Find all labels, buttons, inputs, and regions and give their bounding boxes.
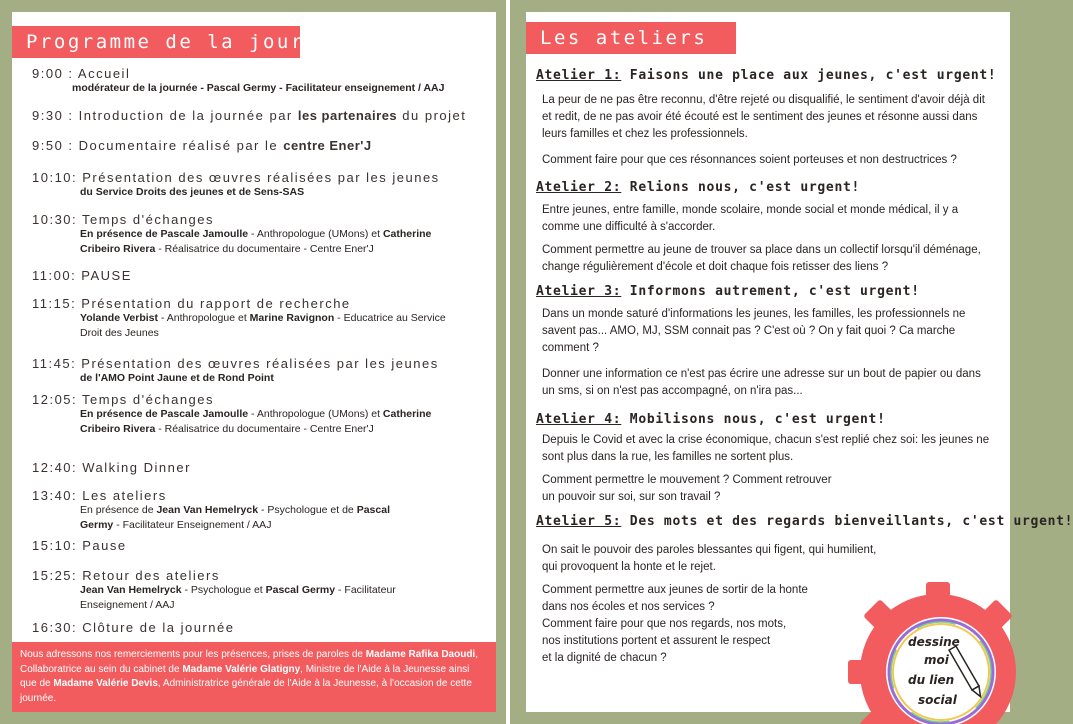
text-run: 13:40: Les ateliers <box>32 488 167 503</box>
text-run: Yolande Verbist <box>80 312 158 324</box>
programme-panel <box>12 12 496 712</box>
ateliers-banner: Les ateliers <box>526 22 736 54</box>
text-run: 16:30: Clôture de la journée <box>32 620 235 635</box>
text-run: du Service Droits des jeunes et de Sens-SAS <box>80 186 305 198</box>
text-run: 12:40: Walking Dinner <box>32 460 191 475</box>
programme-item <box>32 568 488 613</box>
programme-time-line <box>32 66 488 81</box>
atelier-heading: Mobilisons nous, c'est urgent! <box>621 412 886 427</box>
text-run: 11:00: PAUSE <box>32 268 132 283</box>
text-run: Jean Van Hemelryck <box>156 504 259 516</box>
programme-detail <box>32 227 488 242</box>
text-run: Cribeiro Rivera <box>80 243 156 255</box>
text-run: Marine Ravignon <box>249 312 335 324</box>
text-run: 15:10: Pause <box>32 538 127 553</box>
programme-item <box>32 66 488 96</box>
text-run: Germy <box>80 519 114 531</box>
atelier-paragraph: Comment permettre aux jeunes de sortir de la honte dans nos écoles et nos services ? Comment faire pour que nos regards, nos mots, nos institutions portent et assurent le respect et la dignité de chacun ? <box>542 584 808 664</box>
programme-time-line <box>32 568 488 583</box>
text-run: Madame Rafika Daoudi <box>365 649 476 660</box>
text-run: Enseignement / AAJ <box>80 599 175 611</box>
atelier-title <box>536 68 996 83</box>
gear-logo <box>838 580 1004 722</box>
atelier-paragraph: La peur de ne pas être reconnu, d'être rejeté ou disqualifié, le sentiment d'avoir déjà dit et redit, de ne pas avoir été écouté est le sentiment des jeunes et résonne aussi dans leurs familles et chez les professionnels. <box>542 94 985 140</box>
atelier-number: Atelier 1: <box>536 68 622 83</box>
text-run: 11:15: Présentation du rapport de recherche <box>32 296 351 311</box>
programme-time-line <box>32 620 488 635</box>
programme-item <box>32 212 488 257</box>
programme-item <box>32 488 488 533</box>
text-run: Droit des Jeunes <box>80 327 159 339</box>
programme-time-line <box>32 170 488 185</box>
programme-item <box>32 356 488 386</box>
programme-time-line <box>32 538 488 553</box>
atelier-title <box>536 514 1073 529</box>
programme-detail <box>32 81 488 96</box>
atelier-paragraph: Comment permettre le mouvement ? Comment retrouver un pouvoir sur soi, sur son travail ? <box>542 474 832 503</box>
atelier-number: Atelier 4: <box>536 412 622 427</box>
logo-word-3: du lien <box>908 673 955 687</box>
text-run: 15:25: Retour des ateliers <box>32 568 220 583</box>
text-run: , Collaboratrice au sein du cabinet de <box>20 649 478 675</box>
text-run: 9:30 : Introduction de la journée par <box>32 108 298 123</box>
programme-detail <box>32 326 488 341</box>
atelier-paragraph: Donner une information ce n'est pas écrire une adresse sur un bout de papier ou dans un sms, si on n'est pas accompagné, on n'ira pas... <box>542 368 981 397</box>
text-run: En présence de <box>80 504 157 516</box>
logo-word-2: moi <box>924 653 949 667</box>
fold-divider <box>506 0 510 724</box>
text-run: Nous adressons nos remerciements pour les présences, prises de paroles de <box>20 649 366 660</box>
text-run: - Facilitateur <box>335 584 396 596</box>
atelier-heading: Relions nous, c'est urgent! <box>621 180 861 195</box>
programme-time-line <box>32 108 488 123</box>
programme-detail <box>32 371 488 386</box>
text-run: 11:45: Présentation des œuvres réalisées par les jeunes <box>32 356 439 371</box>
text-run: - Psychologue et de <box>258 504 357 516</box>
text-run: Catherine <box>382 408 432 420</box>
text-run: - Réalisatrice du documentaire - Centre Ener'J <box>155 243 374 255</box>
text-run: 9:00 : Accueil <box>32 66 131 81</box>
text-run: - Facilitateur Enseignement / AAJ <box>113 519 272 531</box>
programme-detail <box>32 422 488 437</box>
programme-item <box>32 268 488 283</box>
text-run: En présence de Pascale Jamoulle <box>80 408 249 420</box>
atelier-number: Atelier 2: <box>536 180 622 195</box>
text-run: 12:05: Temps d'échanges <box>32 392 215 407</box>
rainbow-circle <box>886 617 996 724</box>
text-run: - Psychologue et <box>181 584 266 596</box>
text-run: Cribeiro Rivera <box>80 423 156 435</box>
text-run: Madame Valérie Devis <box>53 678 158 689</box>
atelier-heading: Faisons une place aux jeunes, c'est urgent! <box>621 68 997 83</box>
text-run: Pascale Jamoulle <box>160 228 249 240</box>
text-run: , Administratrice générale de l'Aide à la Jeunesse, à l'occasion de cette journée. <box>20 678 472 704</box>
text-run: Madame Valérie Glatigny <box>182 663 301 675</box>
text-run: - Anthropologue (UMons) et <box>248 228 383 240</box>
text-run: , Ministre de l'Aide à la Jeunesse ainsi que de <box>20 663 470 689</box>
text-run: centre Ener'J <box>283 138 372 153</box>
programme-detail <box>32 598 488 613</box>
text-run: 9:50 : Documentaire réalisé par le <box>32 138 284 153</box>
programme-item <box>32 296 488 341</box>
text-run: Jean Van Hemelryck <box>80 584 182 596</box>
programme-detail <box>32 407 488 422</box>
text-run: - Anthropologue (UMons) et <box>248 408 383 420</box>
programme-time-line <box>32 460 488 475</box>
programme-detail <box>32 242 488 257</box>
text-run: Pascal <box>356 504 390 516</box>
text-run: de l'AMO Point Jaune et de Rond Point <box>80 372 274 384</box>
programme-time-line <box>32 268 488 283</box>
programme-detail <box>32 503 488 518</box>
programme-item <box>32 460 488 475</box>
text-run: 10:10: Présentation des œuvres réalisées par les jeunes <box>32 170 440 185</box>
programme-time-line <box>32 392 488 407</box>
text-run: modérateur de la journée - Pascal Germy - Facilitateur enseignement / AAJ <box>72 82 445 94</box>
text-run: En présence de <box>80 228 161 240</box>
programme-time-line <box>32 212 488 227</box>
atelier-paragraph: Dans un monde saturé d'informations les jeunes, les familles, les professionnels ne savent pas... AMO, MJ, SSM connait pas ? C'est où ? On y fait quoi ? Ca marche comment ? <box>542 308 966 354</box>
text-run: - Educatrice au Service <box>334 312 446 324</box>
programme-item <box>32 108 488 123</box>
thanks-box <box>12 642 496 712</box>
text-run: les partenaires <box>297 108 398 123</box>
programme-detail <box>32 583 488 598</box>
programme-item <box>32 170 488 200</box>
atelier-heading: Des mots et des regards bienveillants, c'est urgent! <box>621 514 1073 529</box>
atelier-title <box>536 180 860 195</box>
atelier-number: Atelier 5: <box>536 514 622 529</box>
programme-detail <box>32 518 488 533</box>
programme-item <box>32 620 488 635</box>
logo-word-1: dessine <box>908 635 960 649</box>
atelier-title <box>536 412 886 427</box>
text-run: 10:30: Temps d'échanges <box>32 212 215 227</box>
atelier-number: Atelier 3: <box>536 284 622 299</box>
programme-time-line <box>32 138 488 153</box>
programme-detail <box>32 185 488 200</box>
programme-time-line <box>32 356 488 371</box>
atelier-paragraph: Comment faire pour que ces résonnances soient porteuses et non destructrices ? <box>542 154 957 166</box>
text-run: - Réalisatrice du documentaire - Centre Ener'J <box>155 423 374 435</box>
programme-item <box>32 392 488 437</box>
atelier-paragraph: On sait le pouvoir des paroles blessantes qui figent, qui humilient, qui provoquent la honte et le rejet. <box>542 544 877 573</box>
text-run: du projet <box>397 108 467 123</box>
text-run: - Anthropologue et <box>158 312 250 324</box>
atelier-paragraph: Entre jeunes, entre famille, monde scolaire, monde social et monde médical, il y a comme une difficulté à s'accorder. <box>542 204 959 233</box>
atelier-heading: Informons autrement, c'est urgent! <box>621 284 920 299</box>
programme-time-line <box>32 488 488 503</box>
programme-time-line <box>32 296 488 311</box>
programme-item <box>32 138 488 153</box>
programme-item <box>32 538 488 553</box>
logo-word-4: social <box>918 693 957 707</box>
text-run: Pascal Germy <box>265 584 336 596</box>
text-run: Catherine <box>382 228 432 240</box>
programme-detail <box>32 311 488 326</box>
programme-banner: Programme de la journée <box>12 26 300 58</box>
atelier-title <box>536 284 920 299</box>
atelier-paragraph: Depuis le Covid et avec la crise économique, chacun s'est replié chez soi: les jeunes ne sont plus dans la rue, les familles ne sortent plus. <box>542 434 990 463</box>
atelier-paragraph: Comment permettre au jeune de trouver sa place dans un collectif lorsqu'il déménage, change régulièrement d'école et doit chaque fois retisser des liens ? <box>542 244 981 273</box>
